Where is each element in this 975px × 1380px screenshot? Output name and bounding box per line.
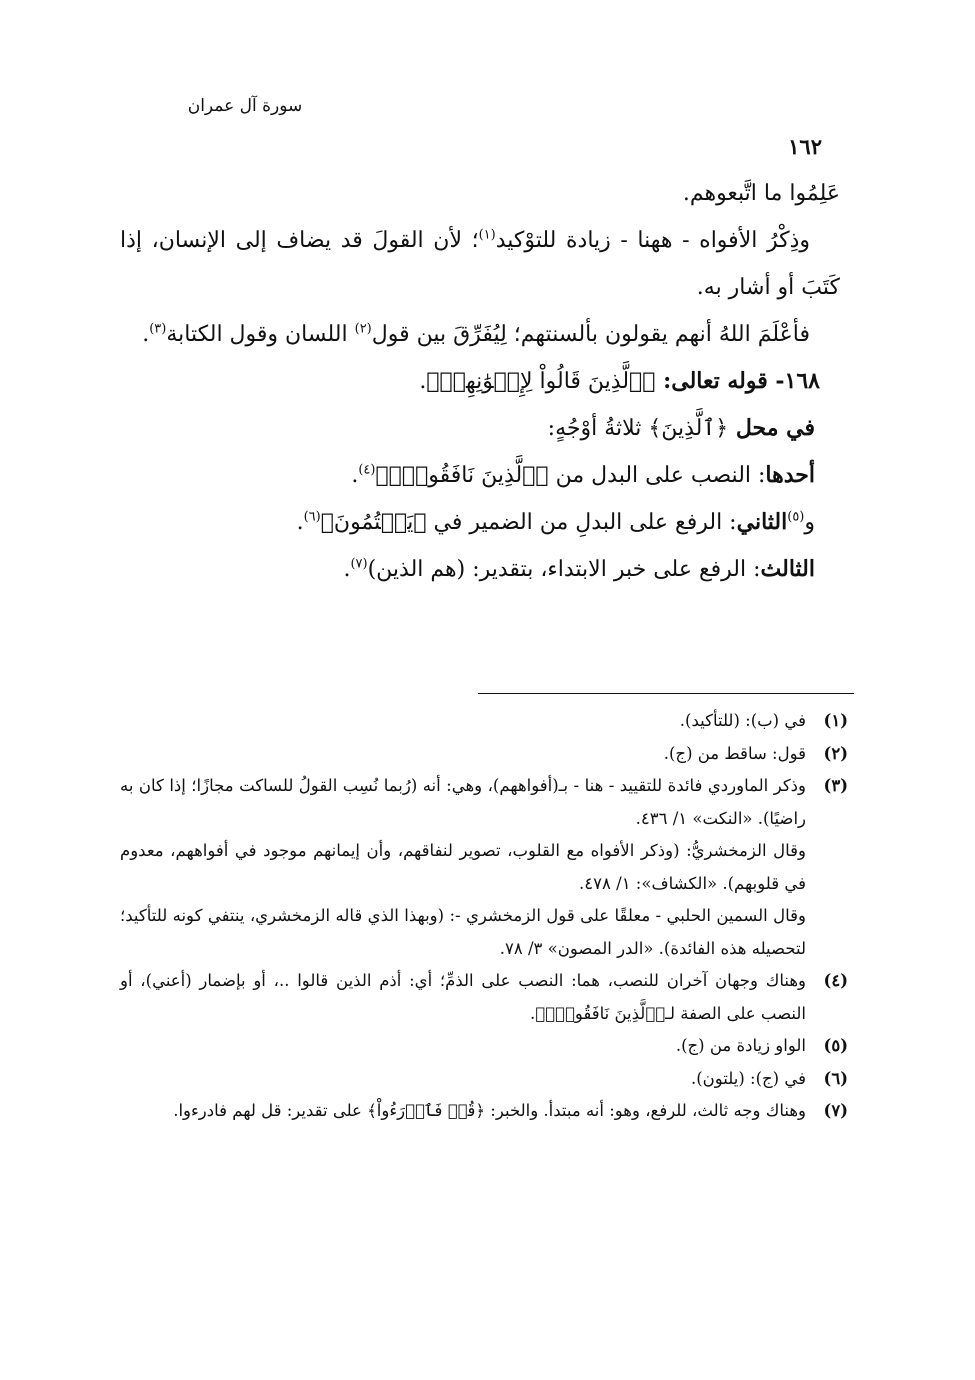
footnote-number: (٣) [823,776,848,795]
footnote-line: وهناك وجه ثالث، للرفع، وهو: أنه مبتدأ. والخبر: ﴿قُلۡ فَٱدۡرَءُواْ﴾ على تقدير: قل لهم فادرءوا. [173,1101,806,1120]
third-aspect-text: : الرفع على خبر الابتداء، بتقدير: (هم الذين) [367,557,761,582]
second-aspect-label: الثاني [736,509,788,535]
footnote-1 [120,705,848,738]
footnote-number: (١) [823,711,848,730]
second-aspect [120,499,815,546]
footnote-text [120,1063,806,1096]
place-quote: ﴿ٱلَّذِينَ﴾ [648,416,729,441]
paragraph-1-text: عَلِمُوا ما اتَّبعوهم. [682,181,840,206]
paragraph-2 [120,217,840,311]
footnote-divider [478,693,854,694]
footnote-line: الواو زيادة من (ج). [675,1036,806,1055]
verse-168-label: ١٦٨- قوله تعالى: [655,368,820,394]
footnote-line: في (ب): (للتأكيد). [679,711,806,730]
footnote-2 [120,738,848,771]
footnote-line: وذكر الماوردي فائدة للتقييد - هنا - بـ(أفواههم)، وهي: أنه (رُبما نُسِب القولُ للساكت مجازًا؛ إذا كان به راضيًا). «النكت» ١/ ٤٣٦. [120,776,806,828]
footnote-ref-5[interactable]: (٥) [787,509,805,525]
footnote-ref-2[interactable]: (٢) [354,321,372,337]
footnote-3 [120,770,848,965]
footnote-number: (٦) [823,1068,848,1088]
footnote-text [120,770,806,965]
first-aspect [120,452,815,499]
running-header-title: سورة آل عمران [187,96,303,116]
second-aspect-text: : الرفع على البدلِ من الضمير في [426,510,737,535]
footnote-text [120,965,806,1030]
footnote-ref-4[interactable]: (٤) [358,462,376,478]
third-aspect-label: الثالث [760,556,815,582]
third-aspect-end: . [343,557,351,582]
footnote-number: (٥) [823,1036,848,1055]
footnote-5 [120,1030,848,1063]
footnote-6 [120,1063,848,1096]
paragraph-3-text-a: فأعْلَمَ اللهُ أنهم يقولون بألسنتهم؛ لِيُفَرِّقَ بين قول [371,322,810,347]
paragraph-3-text-b: اللسان وقول الكتابة [166,322,355,347]
footnote-text [120,705,806,738]
first-aspect-quote: ﴿ٱلَّذِينَ نَافَقُواْۚ﴾ [375,463,549,488]
footnotes [120,705,848,1128]
main-text [120,170,840,593]
first-aspect-end: . [351,463,359,488]
second-aspect-end: . [296,510,304,535]
verse-168-heading [120,358,820,405]
footnote-4 [120,965,848,1030]
footnote-7 [120,1095,848,1128]
paragraph-2-text-b: ؛ لأن القولَ قد يضاف إلى الإنسان، إذا كَتَبَ أو أشار به. [120,228,840,300]
second-aspect-quote: ﴿يَكۡتُمُونَ﴾ [320,510,427,535]
footnote-number: (٤) [823,971,848,990]
footnote-line: وقال السمين الحلبي - معلقًا على قول الزمخشري -: (وبهذا الذي قاله الزمخشري، ينتفي كونه للتأكيد؛ لتحصيله هذه الفائدة). «الدر المصون» ٣/ ٧٨. [120,906,806,958]
place-rest: ثلاثةُ أوْجُهٍ: [547,416,649,441]
footnote-line: قول: ساقط من (ج). [663,743,806,763]
footnote-line: وهناك وجهان آخران للنصب، هما: النصب على الذمِّ؛ أي: أذم الذين قالوا ..، أو بإضمار (أعني)، أو النصب على الصفة لـ﴿ٱلَّذِينَ نَافَقُواْۚ﴾. [120,971,806,1023]
paragraph-3-end: . [142,322,150,347]
verse-168-quote: ﴿ٱلَّذِينَ قَالُواْ لِإِخۡوَٰنِهِمۡ﴾ [426,369,656,394]
second-aspect-prefix: و [804,510,815,535]
paragraph-1 [120,170,840,217]
footnote-ref-1[interactable]: (١) [478,227,496,243]
first-aspect-label: أحدها [765,462,815,488]
page-number: ١٦٢ [788,134,822,159]
footnote-ref-3[interactable]: (٣) [149,321,167,337]
footnote-text [120,1095,806,1128]
footnote-text [120,738,806,771]
footnote-line: وقال الزمخشريُّ: (وذكر الأفواه مع القلوب، تصوير لنفاقهم، وأن إيمانهم موجود في أفواههم، معدوم في قلوبهم). «الكشاف»: ١/ ٤٧٨. [120,841,806,893]
first-aspect-text: : النصب على البدل من [548,463,766,488]
place-label: في محل [728,415,815,441]
footnote-number: (٢) [823,743,848,763]
third-aspect [120,546,815,593]
footnote-number: (٧) [823,1101,848,1120]
verse-168-end: . [419,369,427,394]
paragraph-3 [120,311,840,358]
footnote-line: في (ج): (يلتون). [690,1068,806,1088]
paragraph-2-text-a: وذِكْرُ الأفواه - ههنا - زيادة للتوْكيد [495,228,810,253]
place-line [120,405,815,452]
footnote-ref-7[interactable]: (٧) [350,556,368,572]
footnote-text [120,1030,806,1063]
footnote-ref-6[interactable]: (٦) [303,509,321,525]
